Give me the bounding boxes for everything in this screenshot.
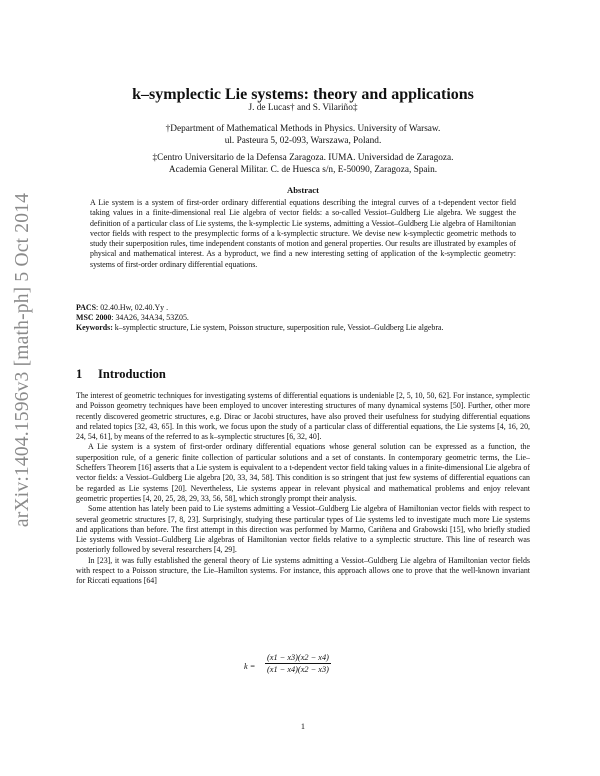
paragraph: A Lie system is a system of first-order ordinary differential equations whose general solution can be expressed as a function, the superposition rule, of a generic finite collection of particular solutions and a set of constants. In contemporary geometric terms, the Lie–Scheffers Theorem [16] asserts that a Lie system is equivalent to a t-dependent vector field taking values in a finite-dimensional Lie algebra of vector fields: a Vessiot–Guldberg Lie algebra [20, 33, 34, 58]. This condition is so stringent that just few systems of differential equations can be regarded as Lie systems [20]. Nevertheless, Lie systems appear in relevant physical and mathematical problems and enjoy relevant geometric properties [4, 20, 25, 28, 29, 33, 56, 58], which strongly prompt their analysis. [76, 442, 530, 503]
section-heading: 1 Introduction [76, 367, 166, 381]
paragraph: In [23], it was fully established the general theory of Lie systems admitting a Vessiot–Guldberg Lie algebra of Hamiltonian vector fields with respect to a Poisson structure, the Lie–Hamilton systems. For instance, this approach allows one to prove that the well-known invariant for Riccati equations [64] [76, 555, 530, 586]
affiliation-warsaw: †Department of Mathematical Methods in Physics. University of Warsaw. ul. Pasteura 5, 02-093, Warszawa, Poland. [165, 124, 441, 146]
affiliation-zaragoza: ‡Centro Universitario de la Defensa Zaragoza. IUMA. Universidad de Zaragoza. Academia General Militar. C. de Huesca s/n, E-50090, Zaragoza, Spain. [152, 153, 454, 175]
pacs-line: PACS: 02.40.Hw, 02.40.Yy . [76, 303, 169, 312]
introduction-body [76, 391, 530, 587]
paragraph: Some attention has lately been paid to Lie systems admitting a Vessiot–Guldberg Lie algebra of Hamiltonian vector fields with respect to several geometric structures [7, 8, 23]. Surprisingly, studying these particular types of Lie systems led to investigate much more Lie systems and applications than before. The first attempt in this direction was performed by Marmo, Cariñena and Grabowski [15], who briefly studied Lie systems with Vessiot–Guldberg Lie algebras of Hamiltonian vector fields relative to a symplectic structure. This line of research was posteriorly followed by several researchers [4, 29]. [76, 504, 530, 555]
paragraph: The interest of geometric techniques for investigating systems of differential equations is undeniable [2, 5, 10, 50, 62]. For instance, symplectic and Poisson geometry techniques have been employed to uncover interesting structures of many dynamical systems [50]. Further, other more recently discovered geometric structures, e.g. Dirac or Jacobi structures, have also proved their usefulness for studying differential equations and related topics [32, 43, 65]. In this work, we focus upon the study of a particular class of differential equations, the Lie systems [4, 16, 20, 24, 54, 61], by means of the referred to as k–symplectic structures [6, 32, 40]. [76, 391, 530, 442]
authors: J. de Lucas† and S. Vilariño‡ [248, 103, 358, 113]
equation-denominator: (x1 − x4)(x2 − x3) [267, 665, 329, 674]
abstract-text: A Lie system is a system of first-order ordinary differential equations describing the integral curves of a t-dependent vector field taking values in a finite-dimensional real Lie algebra of vector fields: a so-called Vessiot–Guldberg Lie algebra. We suggest the definition of a particular class of Lie systems, the k-symplectic Lie systems, admitting a Vessiot–Guldberg Lie algebra of Hamiltonian vector fields with respect to the presymplectic forms of a k-symplectic structure. We devise new k-symplectic geometric methods to study their superposition rules, time independent constants of motion and general properties. Our results are illustrated by examples of physical and mathematical interest. As a byproduct, we find a new interesting setting of application of the k-symplectic geometry: systems of first-order ordinary differential equations. [90, 198, 516, 269]
msc-line: MSC 2000: 34A26, 34A34, 53Z05. [76, 313, 189, 322]
keywords-line: Keywords: k–symplectic structure, Lie system, Poisson structure, superposition rule, Vessiot–Guldberg Lie algebra. [76, 323, 444, 332]
arxiv-stamp: arXiv:1404.1596v3 [math-ph] 5 Oct 2014 [12, 192, 33, 528]
page-number: 1 [300, 722, 306, 731]
paper-title: k–symplectic Lie systems: theory and applications [132, 86, 474, 103]
abstract-heading: Abstract [287, 185, 319, 195]
equation-numerator: (x1 − x3)(x2 − x4) [267, 653, 329, 662]
